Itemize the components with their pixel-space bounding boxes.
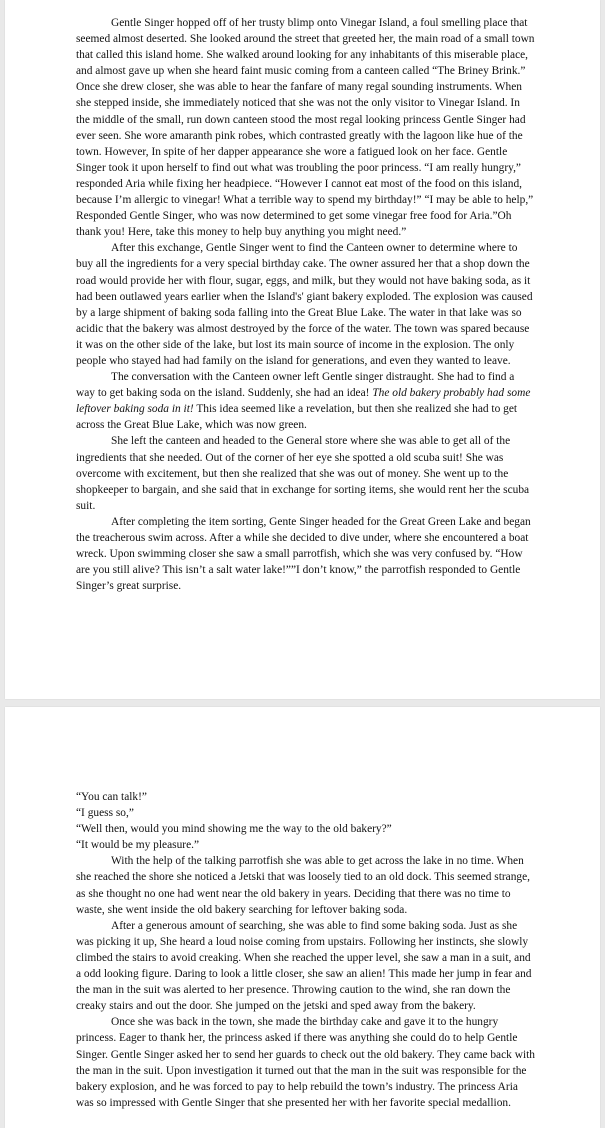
- page-2-body: [76, 789, 535, 1111]
- document-page-1: [5, 0, 600, 699]
- italic-thought: The old bakery probably had some leftover baking soda in it!: [76, 387, 531, 416]
- paragraph: Once she was back in the town, she made the birthday cake and gave it to the hungry princess. Eager to thank her, the princess asked if there was anything she could do to help Gentle Singer. Gentle Singer asked her to send her guards to check out the old bakery. They came back with the man in the suit. Upon investigation it turned out that the man in the suit was responsible for the bakery explosion, and he was forced to pay to help rebuild the town’s industry. The princess Aria was so impressed with Gentle Singer that she presented her with her favorite special medallion.: [76, 1016, 535, 1109]
- page-1-body: [76, 15, 535, 594]
- paragraph: Gentle Singer hopped off of her trusty blimp onto Vinegar Island, a foul smelling place that seemed almost deserted. She looked around the street that greeted her, the main road of a small town that called this island home. She walked around looking for any inhabitants of this miserable place, and almost gave up when she heard faint music coming from a canteen called “The Briney Brink.” Once she drew closer, she was able to hear the fanfare of many regal sounding instruments. When she stepped inside, she immediately noticed that she was not the only visitor to Vinegar Island. In the middle of the small, run down canteen stood the most regal looking princess Gentle Singer had ever seen. She wore amaranth pink robes, which contrasted greatly with the lagoon like hue of the town. However, In spite of her dapper appearance she wore a fatigued look on her face. Gentle Singer took it upon herself to find out what was troubling the poor princess. “I am really hungry,” responded Aria while fixing her headpiece. “However I cannot eat most of the food on this island, because I’m allergic to vinegar! What a terrible way to spend my birthday!” “I may be able to help,” Responded Gentle Singer, who was now determined to get some vinegar free food for Aria.”Oh thank you! Here, take this money to help buy anything you might need.”: [76, 17, 535, 239]
- paragraph: After a generous amount of searching, she was able to find some baking soda. Just as she was picking it up, She heard a loud noise coming from upstairs. Following her instincts, she slowly climbed the stairs to avoid creaking. When she reached the upper level, she saw a man in a suit, and a odd looking figure. Daring to look a little closer, she saw an alien! This made her jump in fear and the man in the suit was alerted to her presence. Throwing caution to the wind, she ran down the creaky stairs and out the door. She jumped on the jetski and sped away from the bakery.: [76, 919, 532, 1013]
- paragraph: [76, 369, 535, 433]
- document-page-2: [5, 707, 600, 1128]
- dialogue-line: “I guess so,”: [76, 807, 134, 820]
- paragraph: After this exchange, Gentle Singer went to find the Canteen owner to determine where to buy all the ingredients for a very special birthday cake. The owner assured her that a shop down the road would provide her with flour, sugar, eggs, and milk, but they would not have baking soda, as it had been outlawed years earlier when the Island's' giant bakery exploded. The explosion was caused by a large shipment of baking soda falling into the Great Blue Lake. The water in that lake was so acidic that the bakery was almost destroyed by the force of the water. The town was spared because it was on the other side of the lake, but lost its main source of income in the explosion. The only people who stayed had had family on the island for generations, and even they wanted to leave.: [76, 242, 533, 367]
- paragraph-text: This idea seemed like a revelation, but then she realized she had to get across the Great Blue Lake, which was now green.: [76, 403, 518, 432]
- paragraph: She left the canteen and headed to the General store where she was able to get all of the ingredients that she needed. Out of the corner of her eye she spotted a old scuba suit! She was overcome with excitement, but then she realized that she was out of money. She went up to the shopkeeper to bargain, and she said that in exchange for sorting items, she would rent her the scuba suit.: [76, 435, 530, 512]
- dialogue-line: “Well then, would you mind showing me the way to the old bakery?”: [76, 823, 392, 836]
- paragraph: With the help of the talking parrotfish she was able to get across the lake in no time. When she reached the shore she noticed a Jetski that was loosely tied to an old dock. This seemed strange, as she thought no one had went near the old bakery in years. Deciding that there was no time to waste, she went inside the old bakery searching for leftover baking soda.: [76, 855, 531, 916]
- paragraph-text: The conversation with the Canteen owner left Gentle singer distraught. She had to find a way to get baking soda on the island. Suddenly, she had an idea!: [76, 371, 515, 400]
- dialogue-line: “You can talk!”: [76, 791, 147, 803]
- paragraph: After completing the item sorting, Gente Singer headed for the Great Green Lake and began the treacherous swim across. After a while she decided to dive under, where she encountered a boat wreck. Upon swimming closer she saw a small parrotfish, which she was very confused by. “How are you still alive? This isn’t a salt water lake!””I don’t know,” the parrotfish responded to Gentle Singer’s great surprise.: [76, 515, 531, 593]
- dialogue-line: “It would be my pleasure.”: [76, 839, 200, 852]
